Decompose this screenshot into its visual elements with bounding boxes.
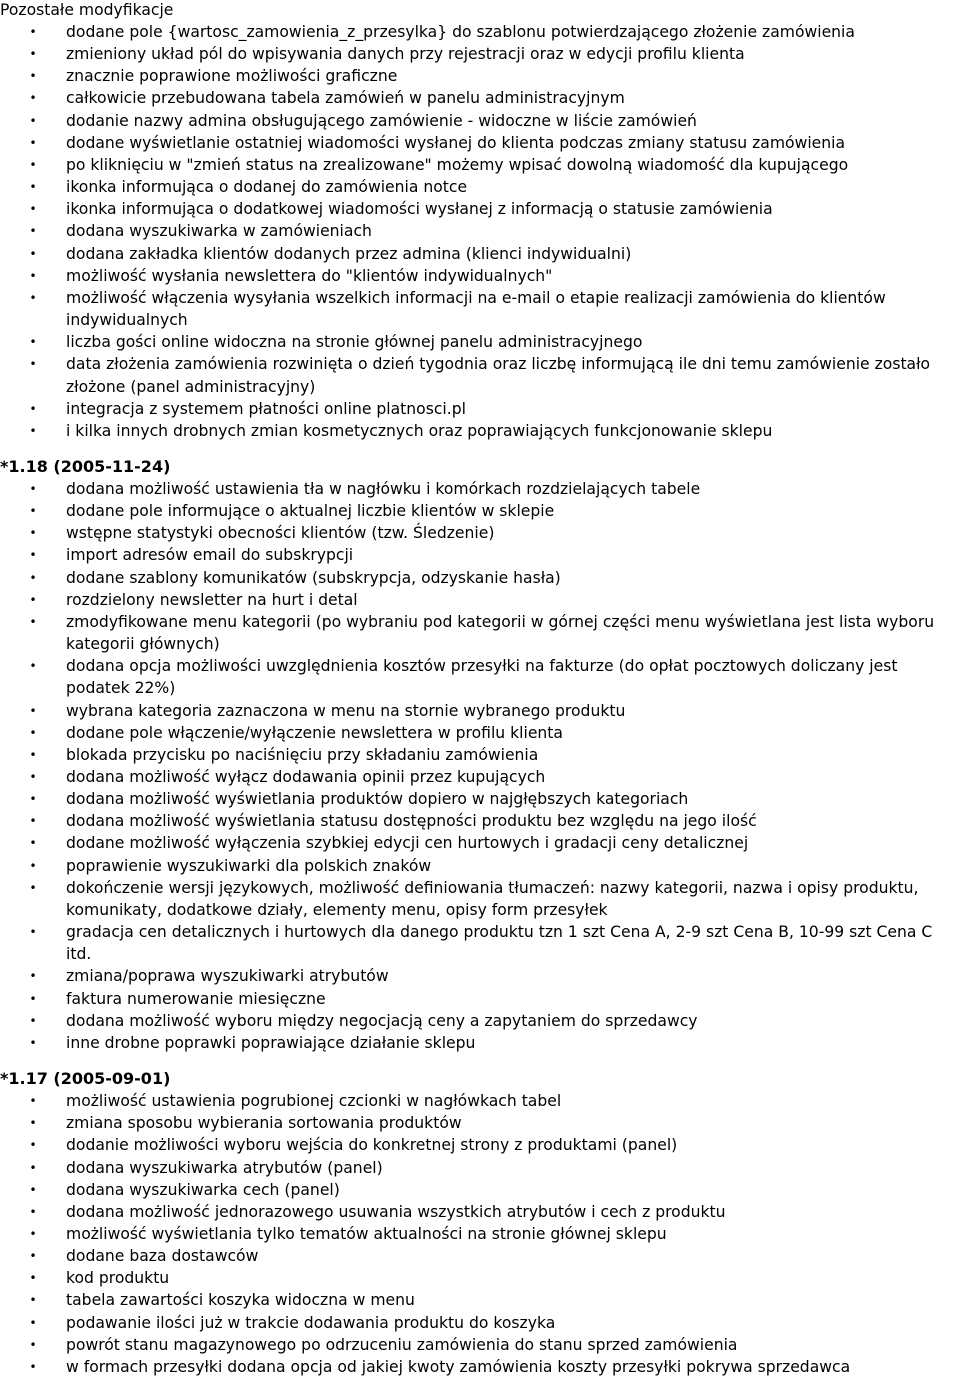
list-item-text: inne drobne poprawki poprawiające działanie sklepu <box>66 1033 476 1052</box>
list-item-text: możliwość wyświetlania tylko tematów aktualności na stronie głównej sklepu <box>66 1224 667 1243</box>
list-item-text: dodana możliwość ustawienia tła w nagłówku i komórkach rozdzielających tabele <box>66 479 701 498</box>
bullet-icon: • <box>29 858 37 873</box>
bullet-icon: • <box>29 1271 37 1286</box>
list-item <box>0 1356 960 1378</box>
bullet-icon: • <box>29 814 37 829</box>
bullet-icon: • <box>29 991 37 1006</box>
list-item-text: kod produktu <box>66 1269 170 1288</box>
list-item <box>0 1112 960 1134</box>
list-item <box>0 1157 960 1179</box>
list-item-text: dodane możliwość wyłączenia szybkiej edycji cen hurtowych i gradacji ceny detalicznej <box>66 834 749 853</box>
list-item <box>0 1289 960 1311</box>
list-item-text: data złożenia zamówienia rozwinięta o dzień tygodnia oraz liczbę informującą ile dni temu zamówienie zostało złożone (panel administracyjny) <box>66 355 931 396</box>
bullet-icon: • <box>29 1315 37 1330</box>
list-item-text: zmiana/poprawa wyszukiwarki atrybutów <box>66 967 389 986</box>
list-item <box>0 589 960 611</box>
section-title: Pozostałe modyfikacje <box>0 1 174 19</box>
bullet-icon: • <box>29 401 37 416</box>
list-item <box>0 810 960 832</box>
list-item <box>0 544 960 566</box>
bullet-icon: • <box>29 1249 37 1264</box>
list-item <box>0 655 960 699</box>
list-item <box>0 353 960 397</box>
list-item-text: możliwość ustawienia pogrubionej czcionki w nagłówkach tabel <box>66 1092 562 1111</box>
list-item <box>0 65 960 87</box>
list-item-text: dodana możliwość wyboru między negocjacją ceny a zapytaniem do sprzedawcy <box>66 1011 698 1030</box>
section-version-1-18 <box>0 456 960 1054</box>
list-item-text: dokończenie wersji językowych, możliwość definiowania tłumaczeń: nazwy kategorii, nazwa i opisy produktu, komunikaty, dodatkowe działy, elementy menu, opisy form przesyłek <box>66 878 919 919</box>
version-1-18-changes-list <box>0 478 960 1054</box>
list-item-text: poprawienie wyszukiwarki dla polskich znaków <box>66 856 432 875</box>
list-item <box>0 1010 960 1032</box>
list-item <box>0 965 960 987</box>
list-item-text: dodana możliwość wyświetlania statusu dostępności produktu bez względu na jego ilość <box>66 812 757 831</box>
bullet-icon: • <box>29 592 37 607</box>
section-misc <box>0 0 960 442</box>
bullet-icon: • <box>29 1204 37 1219</box>
bullet-icon: • <box>29 504 37 519</box>
list-item-text: w formach przesyłki dodana opcja od jakiej kwoty zamówienia koszty przesyłki pokrywa sprzedawca <box>66 1357 851 1376</box>
bullet-icon: • <box>29 113 37 128</box>
list-item-text: dodane pole {wartosc_zamowienia_z_przesylka} do szablonu potwierdzającego złożenie zamówienia <box>66 23 855 41</box>
list-item <box>0 110 960 132</box>
list-item <box>0 1312 960 1334</box>
bullet-icon: • <box>29 770 37 784</box>
bullet-icon: • <box>29 290 37 305</box>
bullet-icon: • <box>29 135 37 150</box>
bullet-icon: • <box>29 1293 37 1308</box>
list-item-text: zmodyfikowane menu kategorii (po wybraniu pod kategorii w górnej części menu wyświetlana jest lista wyboru kategorii głównych) <box>66 612 935 654</box>
list-item <box>0 43 960 65</box>
list-item-text: gradacja cen detalicznych i hurtowych dla danego produktu tzn 1 szt Cena A, 2-9 szt Cena B, 10-99 szt Cena C itd. <box>66 923 933 964</box>
list-item-text: po kliknięciu w "zmień status na zrealizowane" możemy wpisać dowolną wiadomość dla kupującego <box>66 155 849 174</box>
list-item <box>0 154 960 176</box>
list-item-text: integracja z systemem płatności online platnosci.pl <box>66 399 466 418</box>
bullet-icon: • <box>29 1013 37 1028</box>
bullet-icon: • <box>29 836 37 851</box>
bullet-icon: • <box>29 47 37 62</box>
bullet-icon: • <box>29 69 37 84</box>
list-item <box>0 1090 960 1112</box>
list-item-text: liczba gości online widoczna na stronie głównej panelu administracyjnego <box>66 333 643 352</box>
bullet-icon: • <box>29 25 37 39</box>
list-item <box>0 220 960 242</box>
list-item-text: i kilka innych drobnych zmian kosmetycznych oraz poprawiających funkcjonowanie sklepu <box>66 421 773 440</box>
bullet-icon: • <box>29 1359 37 1374</box>
bullet-icon: • <box>29 1138 37 1153</box>
bullet-icon: • <box>29 1094 37 1109</box>
list-item <box>0 132 960 154</box>
list-item-text: możliwość włączenia wysyłania wszelkich informacji na e-mail o etapie realizacji zamówienia do klientów indywidualnych <box>66 288 886 330</box>
version-1-17-changes-list <box>0 1090 960 1378</box>
bullet-icon: • <box>29 792 37 807</box>
list-item <box>0 243 960 265</box>
list-item-text: całkowicie przebudowana tabela zamówień w panelu administracyjnym <box>66 89 625 108</box>
list-item-text: ikonka informująca o dodatkowej wiadomości wysłanej z informacją o statusie zamówienia <box>66 200 773 219</box>
list-item-text: powrót stanu magazynowego po odrzuceniu zamówienia do stanu sprzed zamówienia <box>66 1335 738 1354</box>
list-item-text: dodanie nazwy admina obsługującego zamówienie - widoczne w liście zamówień <box>66 111 697 130</box>
list-item <box>0 198 960 220</box>
list-item <box>0 700 960 722</box>
list-item <box>0 855 960 877</box>
bullet-icon: • <box>29 659 37 674</box>
list-item-text: dodana możliwość wyświetlania produktów dopiero w najgłębszych kategoriach <box>66 790 689 809</box>
list-item <box>0 744 960 766</box>
bullet-icon: • <box>29 1226 37 1241</box>
bullet-icon: • <box>29 969 37 984</box>
list-item-text: dodane baza dostawców <box>66 1247 259 1266</box>
list-item <box>0 877 960 921</box>
bullet-icon: • <box>29 335 37 350</box>
list-item-text: wstępne statystyki obecności klientów (tzw. Śledzenie) <box>66 524 495 543</box>
list-item-text: dodana możliwość wyłącz dodawania opinii przez kupujących <box>66 768 546 786</box>
bullet-icon: • <box>29 1160 37 1175</box>
list-item <box>0 921 960 965</box>
list-item-text: faktura numerowanie miesięczne <box>66 989 326 1008</box>
list-item-text: dodane pole włączenie/wyłączenie newslettera w profilu klienta <box>66 723 563 742</box>
version-heading: *1.18 (2005-11-24) <box>0 456 171 476</box>
list-item <box>0 1179 960 1201</box>
list-item-text: zmieniony układ pól do wpisywania danych przy rejestracji oraz w edycji profilu klienta <box>66 45 745 64</box>
list-item <box>0 766 960 788</box>
bullet-icon: • <box>29 157 37 172</box>
list-item <box>0 522 960 544</box>
bullet-icon: • <box>29 703 37 718</box>
bullet-icon: • <box>29 614 37 629</box>
bullet-icon: • <box>29 526 37 541</box>
bullet-icon: • <box>29 423 37 438</box>
list-item <box>0 1201 960 1223</box>
list-item-text: znacznie poprawione możliwości graficzne <box>66 67 398 86</box>
list-item-text: dodane szablony komunikatów (subskrypcja, odzyskanie hasła) <box>66 568 561 587</box>
misc-changes-list <box>0 21 960 442</box>
bullet-icon: • <box>29 91 37 106</box>
list-item-text: dodana wyszukiwarka w zamówieniach <box>66 222 372 241</box>
list-item <box>0 87 960 109</box>
list-item-text: tabela zawartości koszyka widoczna w menu <box>66 1291 415 1310</box>
list-item-text: podawanie ilości już w trakcie dodawania produktu do koszyka <box>66 1313 556 1332</box>
list-item <box>0 722 960 744</box>
list-item-text: ikonka informująca o dodanej do zamówienia notce <box>66 178 468 197</box>
list-item <box>0 420 960 442</box>
list-item <box>0 331 960 353</box>
list-item <box>0 611 960 655</box>
list-item <box>0 1245 960 1267</box>
bullet-icon: • <box>29 268 37 283</box>
bullet-icon: • <box>29 1182 37 1197</box>
list-item <box>0 1267 960 1289</box>
list-item-text: blokada przycisku po naciśnięciu przy składaniu zamówienia <box>66 745 539 764</box>
list-item-text: dodana wyszukiwarka cech (panel) <box>66 1180 340 1199</box>
list-item-text: wybrana kategoria zaznaczona w menu na stornie wybranego produktu <box>66 701 626 720</box>
list-item <box>0 265 960 287</box>
list-item <box>0 832 960 854</box>
list-item <box>0 21 960 43</box>
list-item-text: dodana wyszukiwarka atrybutów (panel) <box>66 1158 383 1177</box>
list-item <box>0 287 960 331</box>
list-item-text: dodane pole informujące o aktualnej liczbie klientów w sklepie <box>66 502 555 521</box>
list-item <box>0 788 960 810</box>
bullet-icon: • <box>29 246 37 261</box>
bullet-icon: • <box>29 481 37 496</box>
bullet-icon: • <box>29 925 37 940</box>
bullet-icon: • <box>29 1116 37 1131</box>
list-item <box>0 1032 960 1054</box>
list-item <box>0 398 960 420</box>
list-item-text: import adresów email do subskrypcji <box>66 546 354 565</box>
list-item-text: dodane wyświetlanie ostatniej wiadomości wysłanej do klienta podczas zmiany statusu zamówienia <box>66 133 846 152</box>
bullet-icon: • <box>29 202 37 217</box>
list-item-text: dodana opcja możliwości uwzględnienia kosztów przesyłki na fakturze (do opłat pocztowych doliczany jest podatek 22%) <box>66 657 898 698</box>
bullet-icon: • <box>29 1035 37 1050</box>
bullet-icon: • <box>29 180 37 195</box>
bullet-icon: • <box>29 725 37 740</box>
bullet-icon: • <box>29 548 37 563</box>
list-item-text: możliwość wysłania newslettera do "klientów indywidualnych" <box>66 266 553 285</box>
list-item-text: rozdzielony newsletter na hurt i detal <box>66 590 358 609</box>
list-item <box>0 176 960 198</box>
list-item <box>0 567 960 589</box>
bullet-icon: • <box>29 570 37 585</box>
section-version-1-17 <box>0 1068 960 1378</box>
list-item <box>0 478 960 500</box>
list-item-text: dodana zakładka klientów dodanych przez admina (klienci indywidualni) <box>66 244 632 263</box>
list-item <box>0 1134 960 1156</box>
list-item-text: zmiana sposobu wybierania sortowania produktów <box>66 1114 462 1133</box>
list-item <box>0 1334 960 1356</box>
bullet-icon: • <box>29 357 37 372</box>
bullet-icon: • <box>29 880 37 895</box>
list-item-text: dodana możliwość jednorazowego usuwania wszystkich atrybutów i cech z produktu <box>66 1202 726 1221</box>
bullet-icon: • <box>29 1337 37 1352</box>
version-heading: *1.17 (2005-09-01) <box>0 1069 171 1089</box>
list-item <box>0 1223 960 1245</box>
list-item <box>0 988 960 1010</box>
list-item <box>0 500 960 522</box>
bullet-icon: • <box>29 747 37 762</box>
bullet-icon: • <box>29 224 37 239</box>
list-item-text: dodanie możliwości wyboru wejścia do konkretnej strony z produktami (panel) <box>66 1136 678 1155</box>
